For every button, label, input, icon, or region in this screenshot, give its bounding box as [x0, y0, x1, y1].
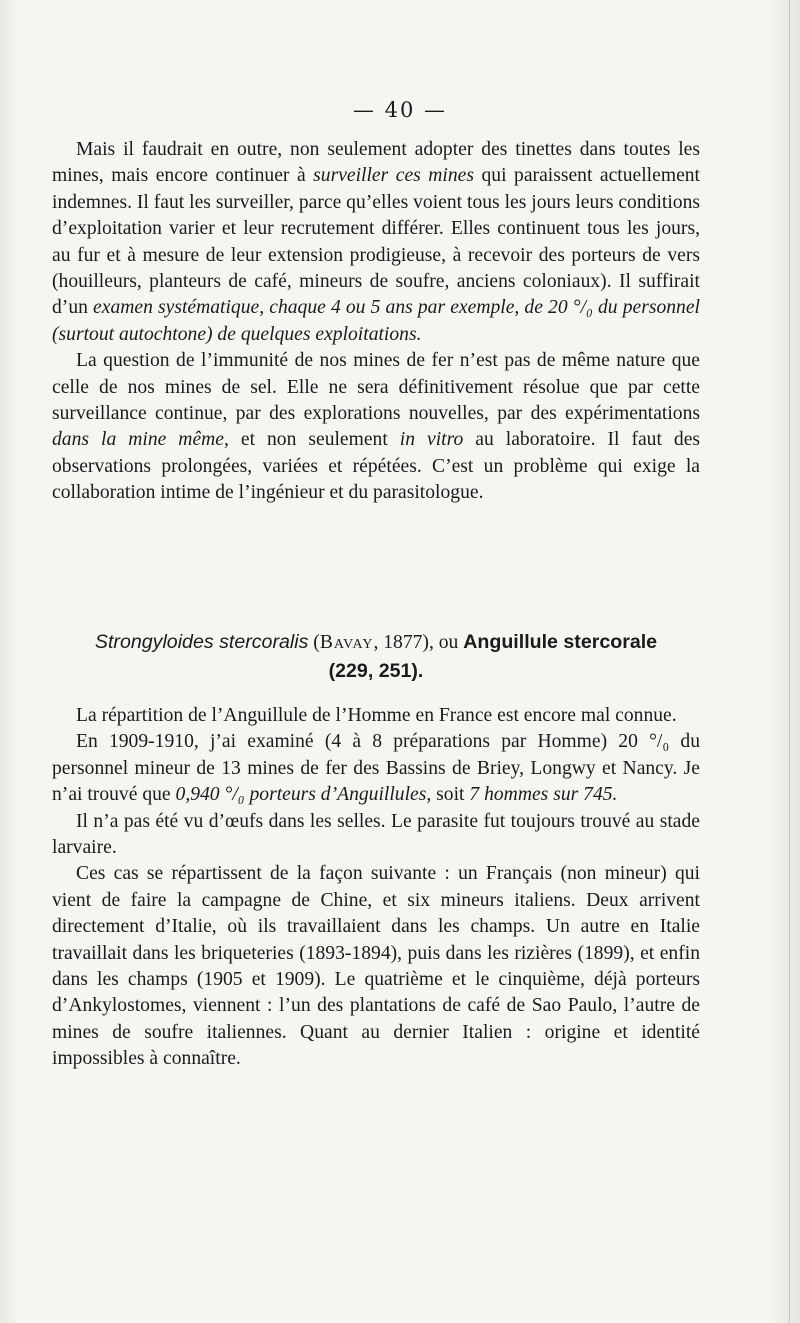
- paragraph-distribution: La répartition de l’Anguillule de l’Homme en France est encore mal connue.: [76, 705, 677, 726]
- paragraph-larval-stage: Il n’a pas été vu d’œufs dans les selles. Le parasite fut toujours trouvé au stade larvaire.: [52, 810, 700, 859]
- text-block-anguillule: [52, 703, 700, 1073]
- section-heading: Strongyloides stercoralis (Bavay, 1877), ou Anguillule stercorale (229, 251).: [52, 628, 700, 685]
- page-number: — 40 —: [352, 98, 448, 122]
- page-edge: [789, 0, 790, 1323]
- common-name: Anguillule stercorale: [463, 631, 658, 653]
- bibliography-refs: (229, 251).: [328, 660, 424, 682]
- paragraph-immunity: La question de l’immunité de nos mines de fer n’est pas de même nature que celle de nos mines de sel. Elle ne sera définitivement résolue que par cette surveillance continue, par des explorations nouvelles, par des expérimentations dans la mine même, et non seulement in vitro au laboratoire. Il faut des observations prolongées, variées et répétées. C’est un problème qui exige la collaboration intime de l’ingénieur et du parasitologue.: [52, 350, 701, 504]
- text-block-mining-surveillance: [52, 137, 700, 507]
- author-name: Bavay: [319, 632, 374, 653]
- species-name: Strongyloides stercoralis: [94, 631, 309, 653]
- paragraph-tinettes: Mais il faudrait en outre, non seulement adopter des tinettes dans toutes les mines, mais encore continuer à surveiller ces mines qui paraissent actuellement indemnes. Il faut les surveiller, parce qu’elles voient tous les jours leurs conditions d’exploitation varier et leur recrutement différer. Elles continuent tous les jours, au fur et à mesure de leur extension prodigieuse, à recevoir des porteurs de vers (houilleurs, planteurs de café, mineurs de soufre, anciens coloniaux). Il suffirait d’un examen systématique, chaque 4 ou 5 ans par exemple, de 20 °/₀ du personnel (surtout autochtone) de quelques exploitations.: [52, 139, 700, 345]
- paragraph-cases: Ces cas se répartissent de la façon suivante : un Français (non mineur) qui vient de faire la campagne de Chine, et six mineurs italiens. Deux arrivent directement d’Italie, où ils travaillaient dans les champs. Un autre en Italie travaillait dans les briqueteries (1893-1894), puis dans les rizières (1899), et enfin dans les champs (1905 et 1909). Le quatrième et le cinquième, déjà porteurs d’Ankylostomes, viennent : l’un des plantations de café de Sao Paulo, l’autre de mines de soufre italiennes. Quant au dernier Italien : origine et identité impossibles à connaître.: [52, 863, 700, 1070]
- paragraph-examination: En 1909-1910, j’ai examiné (4 à 8 préparations par Homme) 20 °/₀ du personnel mineur de 13 mines de fer des Bassins de Briey, Longwy et Nancy. Je n’ai trouvé que 0,940 °/₀ porteurs d’Anguillules, soit 7 hommes sur 745.: [52, 731, 700, 806]
